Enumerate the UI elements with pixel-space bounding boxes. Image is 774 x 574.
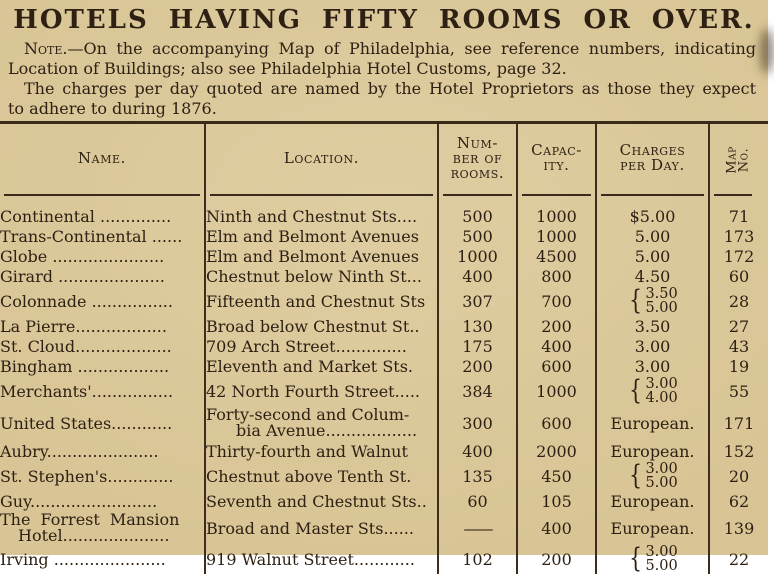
charges-cell: 3.50 <box>596 316 709 336</box>
rooms-cell: 200 <box>438 356 517 376</box>
rooms-cell: 400 <box>438 440 517 462</box>
rooms-cell: 300 <box>438 406 517 440</box>
map-no-cell: 172 <box>709 246 768 266</box>
table-row <box>0 286 768 316</box>
name-cell: Bingham .................. <box>0 356 170 376</box>
table-row <box>0 206 768 226</box>
table-row <box>0 336 768 356</box>
charges-cell: European. <box>596 512 709 544</box>
location-cell: Seventh and Chestnut Sts.. <box>205 490 438 512</box>
hotels-table <box>0 121 768 574</box>
capacity-cell: 200 <box>517 544 596 574</box>
note-label: Note. <box>24 39 68 58</box>
location-cell: Chestnut above Tenth St. <box>205 462 438 490</box>
brace-icon: { <box>629 543 643 574</box>
rooms-cell: 400 <box>438 266 517 286</box>
map-no-cell: 60 <box>709 266 768 286</box>
header-row <box>0 123 768 207</box>
rooms-cell: 60 <box>438 490 517 512</box>
table-row <box>0 462 768 490</box>
header-rooms: Num- ber of rooms. <box>438 123 517 207</box>
charges-cell: $5.00 <box>596 206 709 226</box>
location-cell: Thirty-fourth and Walnut <box>205 440 438 462</box>
table-row <box>0 440 768 462</box>
name-cell: Girard ..................... <box>0 266 165 286</box>
note-line-1 <box>8 39 756 59</box>
map-no-cell: 22 <box>709 544 768 574</box>
charges-cell: { 3.00 4.00 <box>596 376 709 406</box>
name-cell: Trans-Continental ...... <box>0 226 183 246</box>
location-cell: Fifteenth and Chestnut Sts <box>205 286 438 316</box>
map-no-cell: 55 <box>709 376 768 406</box>
capacity-cell: 1000 <box>517 206 596 226</box>
header-location: Location. <box>205 123 438 207</box>
rooms-cell: —— <box>438 512 517 544</box>
location-cell: Elm and Belmont Avenues <box>205 226 438 246</box>
charges-cell: European. <box>596 440 709 462</box>
charges-cell: { 3.00 5.00 <box>596 462 709 490</box>
capacity-cell: 600 <box>517 356 596 376</box>
charges-cell: 3.00 <box>596 336 709 356</box>
name-cell: St. Cloud................... <box>0 336 172 356</box>
location-cell: Broad and Master Sts...... <box>205 512 438 544</box>
location-cell: Ninth and Chestnut Sts.... <box>205 206 438 226</box>
rooms-cell: 307 <box>438 286 517 316</box>
rooms-cell: 102 <box>438 544 517 574</box>
charges-cell: European. <box>596 406 709 440</box>
name-cell: Irving ...................... <box>0 549 166 569</box>
rooms-cell: 175 <box>438 336 517 356</box>
charges-cell: 4.50 <box>596 266 709 286</box>
location-cell: Chestnut below Ninth St... <box>205 266 438 286</box>
table-row <box>0 406 768 440</box>
location-cell: 919 Walnut Street............ <box>205 544 438 574</box>
charges-cell: 5.00 <box>596 226 709 246</box>
table-row <box>0 544 768 574</box>
map-no-cell: 27 <box>709 316 768 336</box>
capacity-cell: 450 <box>517 462 596 490</box>
note-line-2: Location of Buildings; also see Philadelphia Hotel Customs, page 32. <box>8 59 567 78</box>
capacity-cell: 600 <box>517 406 596 440</box>
table-row <box>0 356 768 376</box>
location-cell: Broad below Chestnut St.. <box>205 316 438 336</box>
charges-cell: { 3.00 5.00 <box>596 544 709 574</box>
capacity-cell: 105 <box>517 490 596 512</box>
location-cell: 709 Arch Street.............. <box>205 336 438 356</box>
name-cell: La Pierre.................. <box>0 316 167 336</box>
map-no-cell: 62 <box>709 490 768 512</box>
rooms-cell: 500 <box>438 206 517 226</box>
location-cell: Forty-second and Colum- bia Avenue.................. <box>205 406 438 440</box>
map-no-cell: 19 <box>709 356 768 376</box>
name-cell: Globe ...................... <box>0 246 165 266</box>
capacity-cell: 2000 <box>517 440 596 462</box>
rooms-cell: 130 <box>438 316 517 336</box>
table-row <box>0 266 768 286</box>
charges-cell: 3.00 <box>596 356 709 376</box>
rooms-cell: 1000 <box>438 246 517 266</box>
note-line-4: to adhere to during 1876. <box>8 99 217 118</box>
map-no-cell: 43 <box>709 336 768 356</box>
capacity-cell: 400 <box>517 512 596 544</box>
charges-cell: European. <box>596 490 709 512</box>
map-no-cell: 171 <box>709 406 768 440</box>
name-cell: Merchants'................ <box>0 381 174 401</box>
capacity-cell: 800 <box>517 266 596 286</box>
map-no-cell: 71 <box>709 206 768 226</box>
table-row <box>0 226 768 246</box>
location-cell: Eleventh and Market Sts. <box>205 356 438 376</box>
name-cell: Aubry...................... <box>0 441 159 461</box>
name-cell: Guy......................... <box>0 491 158 511</box>
capacity-cell: 1000 <box>517 226 596 246</box>
name-cell: St. Stephen's............. <box>0 466 174 486</box>
location-cell: 42 North Fourth Street..... <box>205 376 438 406</box>
rooms-cell: 384 <box>438 376 517 406</box>
scan-edge-smudge <box>760 28 774 74</box>
note-line-1-text: —On the accompanying Map of Philadelphia, see reference numbers, indicating <box>67 39 756 58</box>
name-cell: The Forrest Mansion Hotel..................... <box>0 510 180 545</box>
capacity-cell: 700 <box>517 286 596 316</box>
name-cell: United States............ <box>0 413 173 433</box>
map-no-cell: 139 <box>709 512 768 544</box>
note-block <box>8 39 756 119</box>
page-title: HOTELS HAVING FIFTY ROOMS OR OVER. <box>13 5 755 35</box>
map-no-cell: 28 <box>709 286 768 316</box>
name-cell: Colonnade ................ <box>0 291 173 311</box>
charges-cell: { 3.50 5.00 <box>596 286 709 316</box>
table-row <box>0 490 768 512</box>
table-row <box>0 316 768 336</box>
brace-icon: { <box>629 460 643 491</box>
brace-icon: { <box>629 285 643 316</box>
rooms-cell: 500 <box>438 226 517 246</box>
location-cell: Elm and Belmont Avenues <box>205 246 438 266</box>
capacity-cell: 200 <box>517 316 596 336</box>
capacity-cell: 4500 <box>517 246 596 266</box>
map-no-cell: 173 <box>709 226 768 246</box>
name-cell: Continental .............. <box>0 206 172 226</box>
table-row <box>0 246 768 266</box>
table-row <box>0 376 768 406</box>
header-name: Name. <box>0 123 205 207</box>
charges-cell: 5.00 <box>596 246 709 266</box>
capacity-cell: 1000 <box>517 376 596 406</box>
map-no-cell: 152 <box>709 440 768 462</box>
brace-icon: { <box>629 375 643 406</box>
map-no-cell: 20 <box>709 462 768 490</box>
map-no-rotated-label: Map No. <box>725 145 752 174</box>
capacity-cell: 400 <box>517 336 596 356</box>
rooms-cell: 135 <box>438 462 517 490</box>
header-capacity: Capac- ity. <box>517 123 596 207</box>
header-map-no <box>709 123 768 207</box>
header-charges: Charges per Day. <box>596 123 709 207</box>
note-line-3: The charges per day quoted are named by the Hotel Proprietors as those they expect <box>24 79 756 98</box>
table-row <box>0 512 768 544</box>
